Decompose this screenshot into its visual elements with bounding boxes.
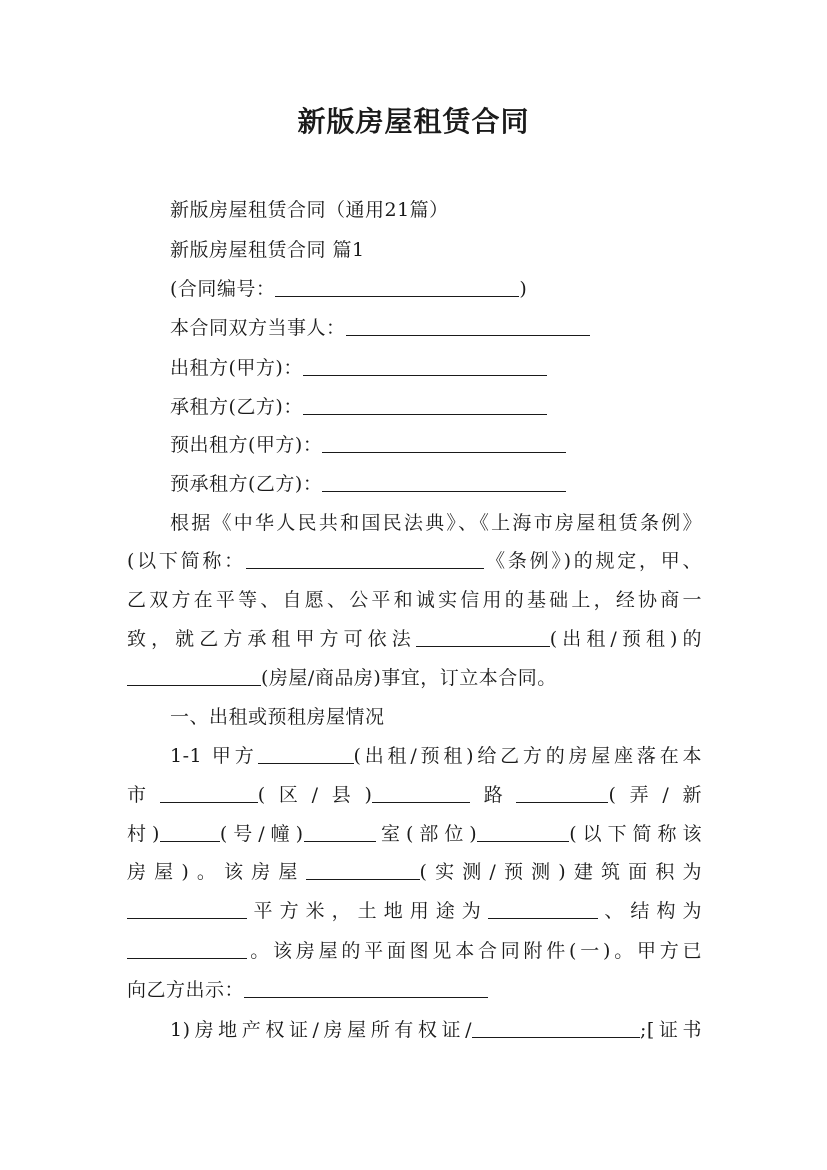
contract-number-line: (合同编号： ): [170, 269, 702, 309]
clause-line: 向乙方出示：: [127, 970, 702, 1010]
section-heading: 一、出租或预租房屋情况: [170, 706, 385, 728]
lessee-line: 承租方(乙方)：: [170, 387, 702, 427]
lessor-blank: [303, 353, 547, 376]
lessee-blank: [303, 392, 547, 415]
lessor-line: 出租方(甲方)：: [170, 348, 702, 388]
rent-type-blank: [416, 624, 550, 647]
clause-line: 1-1 甲方 (出租/预租)给乙方的房屋座落在本: [170, 736, 702, 776]
part-blank: [477, 819, 569, 842]
room-blank: [304, 819, 376, 842]
document-title: 新版房屋租赁合同: [297, 105, 530, 138]
parties-blank: [346, 313, 590, 336]
clause-line: 村) (号/幢) 室(部位) (以下简称该: [127, 814, 702, 854]
paragraph-line: 乙双方在平等、自愿、公平和诚实信用的基础上，经协商一: [127, 589, 702, 611]
pre-lessee-line: 预承租方(乙方)：: [170, 464, 702, 504]
pre-lessee-blank: [322, 469, 566, 492]
contract-number-blank: [275, 274, 519, 297]
paragraph-line: (以下简称： 《条例》)的规定，甲、: [127, 541, 702, 581]
structure-blank: [127, 936, 247, 959]
doc-subtitle: 新版房屋租赁合同（通用21篇）: [170, 199, 449, 221]
lessor-rent-blank: [258, 741, 354, 764]
paragraph-line: 致，就乙方承租甲方可依法 (出租/预租)的: [127, 619, 702, 659]
parties-line: 本合同双方当事人：: [170, 308, 702, 348]
clause-line: 市 (区/县) 路 (弄/新: [127, 775, 702, 815]
property-type-blank: [127, 663, 261, 686]
chapter-heading: 新版房屋租赁合同 篇1: [170, 239, 365, 261]
district-blank: [160, 780, 258, 803]
clause-line: 房屋)。该房屋 (实测/预测)建筑面积为: [127, 852, 702, 892]
clause-line: 。该房屋的平面图见本合同附件(一)。甲方已: [127, 931, 702, 971]
area-blank: [127, 896, 247, 919]
certificate-blank: [472, 1015, 640, 1038]
road-blank: [372, 780, 470, 803]
clause-line: 平方米，土地用途为 、结构为: [127, 891, 702, 931]
pre-lessor-line: 预出租方(甲方)：: [170, 425, 702, 465]
paragraph-line: (房屋/商品房)事宜，订立本合同。: [127, 658, 702, 698]
abbreviation-blank: [246, 546, 484, 569]
measure-blank: [306, 857, 420, 880]
paragraph-line: 根据《中华人民共和国民法典》、《上海市房屋租赁条例》: [170, 512, 702, 534]
shown-docs-blank: [244, 975, 488, 998]
pre-lessor-blank: [322, 430, 566, 453]
land-use-blank: [488, 896, 598, 919]
clause-line: 1)房地产权证/房屋所有权证/ ;[证书: [170, 1010, 702, 1050]
number-blank: [160, 819, 220, 842]
lane-blank: [516, 780, 608, 803]
